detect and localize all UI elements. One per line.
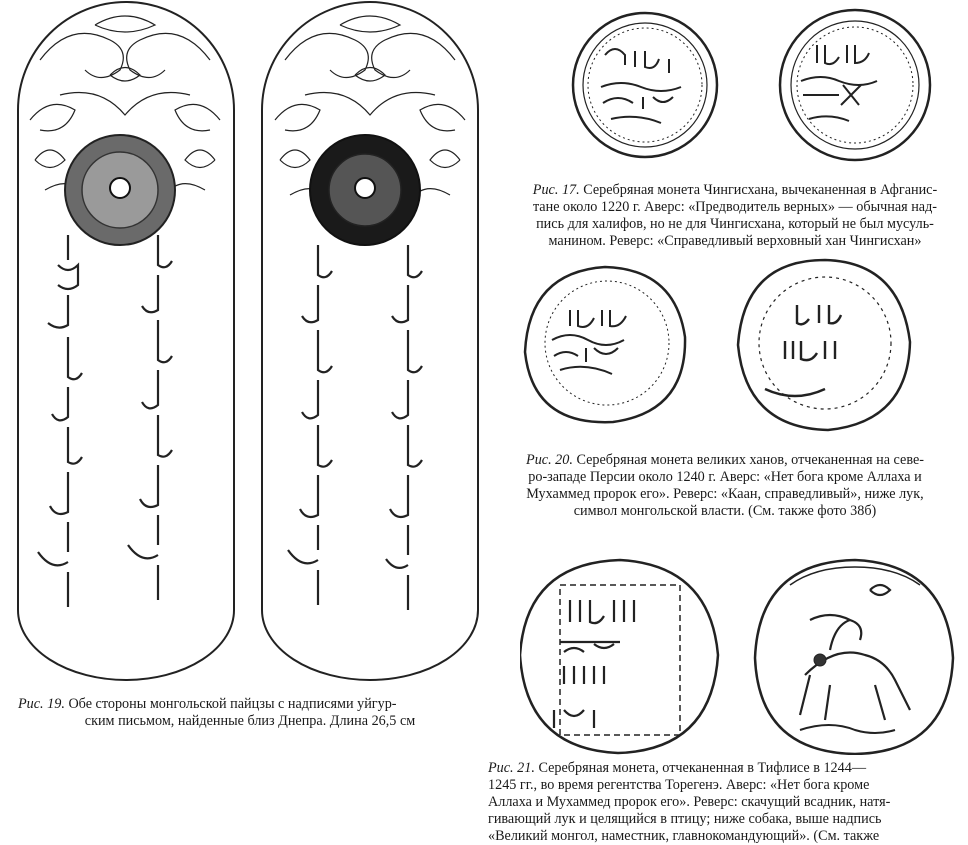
fig19-number: Рис. 19. — [18, 696, 65, 712]
fig21-number: Рис. 21. — [488, 760, 535, 776]
fig21-line-1: Серебряная монета, отчеканенная в Тифлисе в 1244— — [538, 760, 867, 776]
coin-pair-fig20 — [515, 255, 955, 440]
fig21-line-3: Аллаха и Мухаммед пророк его». Реверс: скачущий всадник, натя- — [488, 794, 891, 810]
coin-obverse-fig20 — [525, 267, 685, 422]
fig17-line-2: тане около 1220 г. Аверс: «Предводитель верных» — обычная над- — [532, 199, 938, 215]
fig17-line-3: пись для халифов, но не для Чингисхана, который не был мусуль- — [536, 216, 934, 232]
fig20-number: Рис. 20. — [526, 452, 573, 468]
fig20-line-1: Серебряная монета великих ханов, отчеканенная на севе- — [576, 452, 924, 468]
fig17-line-1: Серебряная монета Чингисхана, вычеканенная в Афганис- — [583, 182, 938, 198]
coin-pair-fig21 — [520, 555, 965, 755]
fig21-line-4: гивающий лук и целящийся в птицу; ниже собака, выше надпись — [488, 811, 882, 827]
fig20-line-2: ро-западе Персии около 1240 г. Аверс: «Нет бога кроме Аллаха и — [528, 469, 922, 485]
paiza-illustration — [0, 0, 480, 685]
fig17-caption — [508, 182, 962, 250]
fig21-line-5: «Великий монгол, наместник, главнокомандующий». (См. также — [488, 828, 880, 844]
fig21-line-2: 1245 гг., во время регентства Торегенэ. Аверс: «Нет бога кроме — [488, 777, 870, 793]
fig20-caption — [488, 452, 962, 520]
paiza-back — [262, 2, 478, 680]
coin-reverse-fig20 — [738, 260, 910, 430]
coin-reverse-fig21 — [755, 560, 953, 754]
fig20-line-3: Мухаммед пророк его». Реверс: «Каан, справедливый», ниже лук, — [526, 486, 924, 502]
coin-pair-fig17 — [555, 5, 965, 175]
fig20-line-4: символ монгольской власти. (См. также фото 38б) — [573, 503, 877, 519]
coin-obverse-fig17 — [573, 13, 717, 157]
paiza-front — [18, 2, 234, 680]
fig21-caption — [488, 760, 962, 845]
fig19-caption — [18, 696, 482, 730]
fig19-line-1: Обе стороны монгольской пайцзы с надписями уйгур- — [68, 696, 397, 712]
coin-obverse-fig21 — [520, 560, 718, 753]
fig17-line-4: манином. Реверс: «Справедливый верховный хан Чингисхан» — [548, 233, 922, 249]
fig17-number: Рис. 17. — [532, 182, 580, 198]
fig19-line-2: ским письмом, найденные близ Днепра. Длина 26,5 см — [84, 713, 416, 729]
coin-reverse-fig17 — [780, 10, 930, 160]
